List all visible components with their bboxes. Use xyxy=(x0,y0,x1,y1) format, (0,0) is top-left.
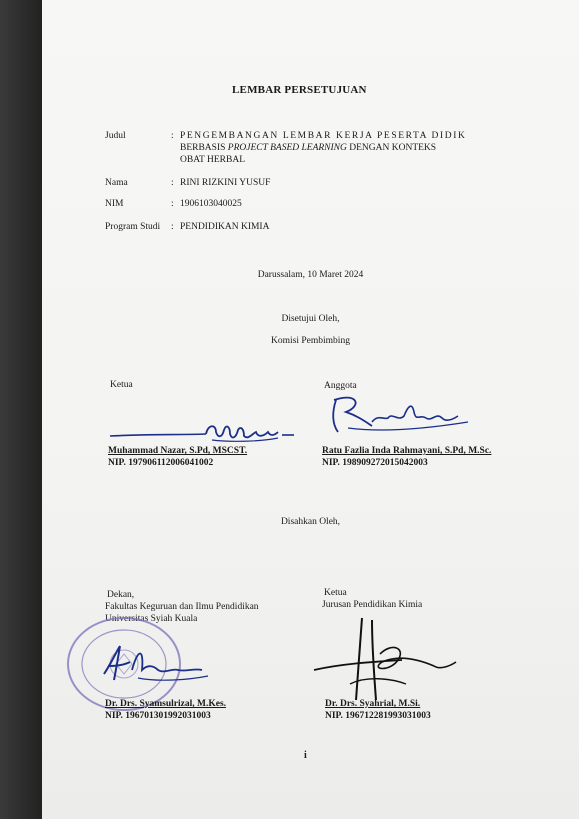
page-number: i xyxy=(304,750,307,761)
anggota-signature xyxy=(318,392,478,440)
dekan-nip: NIP. 196701301992031003 xyxy=(105,711,211,721)
kajur-jurusan: Jurusan Pendidikan Kimia xyxy=(322,600,423,610)
judul-line-2a: BERBASIS xyxy=(180,143,228,153)
judul-line-1: PENGEMBANGAN LEMBAR KERJA PESERTA DIDIK xyxy=(180,131,467,141)
kajur-name: Dr. Drs. Syahrial, M.Si. xyxy=(325,699,421,709)
dekan-signature xyxy=(98,640,228,688)
anggota-name: Ratu Fazlia Inda Rahmayani, S.Pd, M.Sc. xyxy=(322,446,492,456)
disahkan-text: Disahkan Oleh, xyxy=(280,517,341,527)
nama-label: Nama xyxy=(105,178,128,188)
dekan-universitas: Universitas Syiah Kuala xyxy=(105,614,198,624)
judul-value xyxy=(180,130,500,166)
komisi-text: Komisi Pembimbing xyxy=(271,336,350,346)
anggota-nip: NIP. 198909272015042003 xyxy=(322,458,428,468)
judul-line-3: OBAT HERBAL xyxy=(180,155,246,165)
judul-line-2-italic: PROJECT BASED LEARNING xyxy=(227,143,347,153)
prodi-label: Program Studi xyxy=(105,222,161,232)
place-date: Darussalam, 10 Maret 2024 xyxy=(257,270,364,280)
dekan-fakultas: Fakultas Keguruan dan Ilmu Pendidikan xyxy=(105,602,259,612)
ketua-label: Ketua xyxy=(110,380,133,390)
kajur-label: Ketua xyxy=(324,588,347,598)
judul-line-2 xyxy=(180,142,500,154)
nim-label: NIM xyxy=(105,199,124,209)
document-page xyxy=(42,0,579,819)
dekan-name: Dr. Drs. Syamsulrizal, M.Kes. xyxy=(105,699,227,709)
prodi-value: PENDIDIKAN KIMIA xyxy=(180,222,270,232)
ketua-nip: NIP. 197906112006041002 xyxy=(108,458,214,468)
page-shadow-edge xyxy=(0,0,42,819)
anggota-label: Anggota xyxy=(324,381,357,391)
nim-colon: : xyxy=(171,199,174,209)
dekan-label: Dekan, xyxy=(107,590,135,600)
kajur-signature xyxy=(310,614,460,704)
nim-value: 1906103040025 xyxy=(180,199,242,209)
disetujui-text: Disetujui Oleh, xyxy=(281,314,340,324)
judul-colon: : xyxy=(171,131,174,141)
judul-line-2b: DENGAN KONTEKS xyxy=(346,143,437,153)
nama-colon: : xyxy=(171,178,174,188)
ketua-name: Muhammad Nazar, S.Pd, MSCST. xyxy=(108,446,248,456)
nama-value: RINI RIZKINI YUSUF xyxy=(180,178,271,188)
page-title: LEMBAR PERSETUJUAN xyxy=(232,84,367,96)
judul-label: Judul xyxy=(105,131,126,141)
kajur-nip: NIP. 196712281993031003 xyxy=(325,711,431,721)
prodi-colon: : xyxy=(171,222,174,232)
